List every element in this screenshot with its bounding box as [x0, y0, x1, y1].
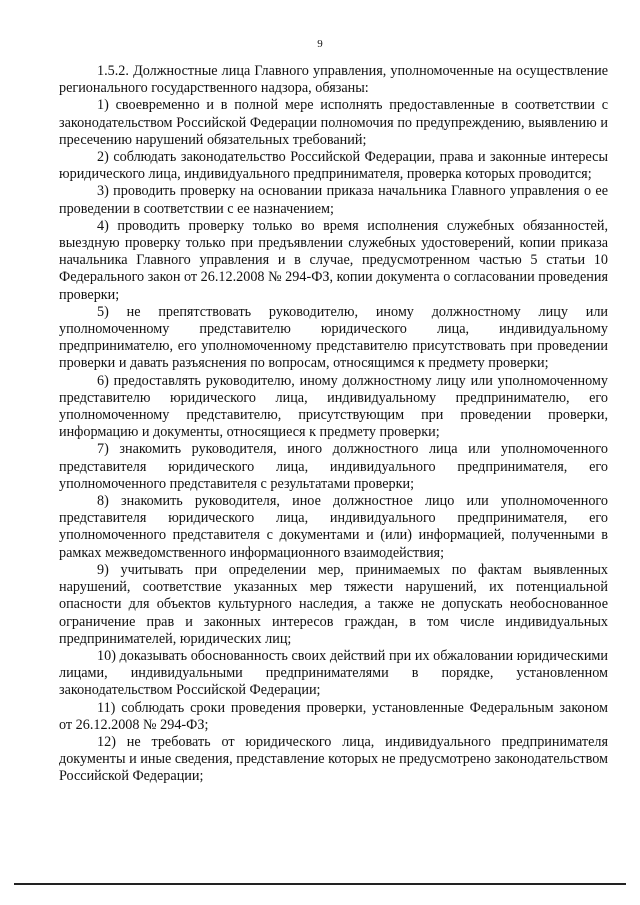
page-bottom-rule [14, 883, 626, 885]
list-item-9: 9) учитывать при определении мер, принимаемых по фактам выявленных нарушений, соответствие указанных мер тяжести нарушений, их потенциальной опасности для объектов культурного наследия, а также не допускать необоснованное ограничение прав и законных интересов граждан, в том числе индивидуальных предпринимателей, юридических лиц; [59, 561, 608, 647]
list-item-6: 6) предоставлять руководителю, иному должностному лицу или уполномоченному представителю юридического лица, индивидуальному предпринимателю, его уполномоченному представителю, присутствующим при проведении проверки, информацию и документы, относящиеся к предмету проверки; [59, 372, 608, 441]
list-item-4: 4) проводить проверку только во время исполнения служебных обязанностей, выездную проверку только при предъявлении служебных удостоверений, копии приказа начальника Главного управления и в случае, предусмотренном частью 5 статьи 10 Федерального закон от 26.12.2008 № 294-ФЗ, копии документа о согласовании проведения проверки; [59, 217, 608, 303]
section-intro: 1.5.2. Должностные лица Главного управления, уполномоченные на осуществление регионального государственного надзора, обязаны: [59, 63, 608, 97]
list-item-1: 1) своевременно и в полной мере исполнять предоставленные в соответствии с законодательством Российской Федерации полномочия по предупреждению, выявлению и пресечению нарушений обязательных требований; [59, 97, 608, 148]
list-item-12: 12) не требовать от юридического лица, индивидуального предпринимателя документы и иные сведения, представление которых не предусмотрено законодательством Российской Федерации; [59, 733, 608, 785]
list-item-3: 3) проводить проверку на основании приказа начальника Главного управления о ее проведении в соответствии с ее назначением; [59, 183, 608, 217]
list-item-5: 5) не препятствовать руководителю, иному должностному лицу или уполномоченному представителю юридического лица, индивидуальному предпринимателю, его уполномоченному представителю присутствовать при проведении проверки и давать разъяснения по вопросам, относящимся к предмету проверки; [59, 303, 608, 372]
list-item-10: 10) доказывать обоснованность своих действий при их обжаловании юридическими лицами, индивидуальными предпринимателями в порядке, установленном законодательством Российской Федерации; [59, 647, 608, 699]
document-body [59, 63, 608, 786]
list-item-8: 8) знакомить руководителя, иное должностное лицо или уполномоченного представителя юридического лица, индивидуального предпринимателя, его уполномоченного представителя с документами и (или) информацией, полученными в рамках межведомственного информационного взаимодействия; [59, 493, 608, 561]
list-item-11: 11) соблюдать сроки проведения проверки, установленные Федеральным законом от 26.12.2008 № 294-ФЗ; [59, 699, 608, 733]
page-number: 9 [317, 38, 323, 50]
list-item-7: 7) знакомить руководителя, иного должностного лица или уполномоченного представителя юридического лица, индивидуального предпринимателя, его уполномоченного представителя с результатами проверки; [59, 441, 608, 492]
list-item-2: 2) соблюдать законодательство Российской Федерации, права и законные интересы юридического лица, индивидуального предпринимателя, проверка которых проводится; [59, 149, 608, 183]
